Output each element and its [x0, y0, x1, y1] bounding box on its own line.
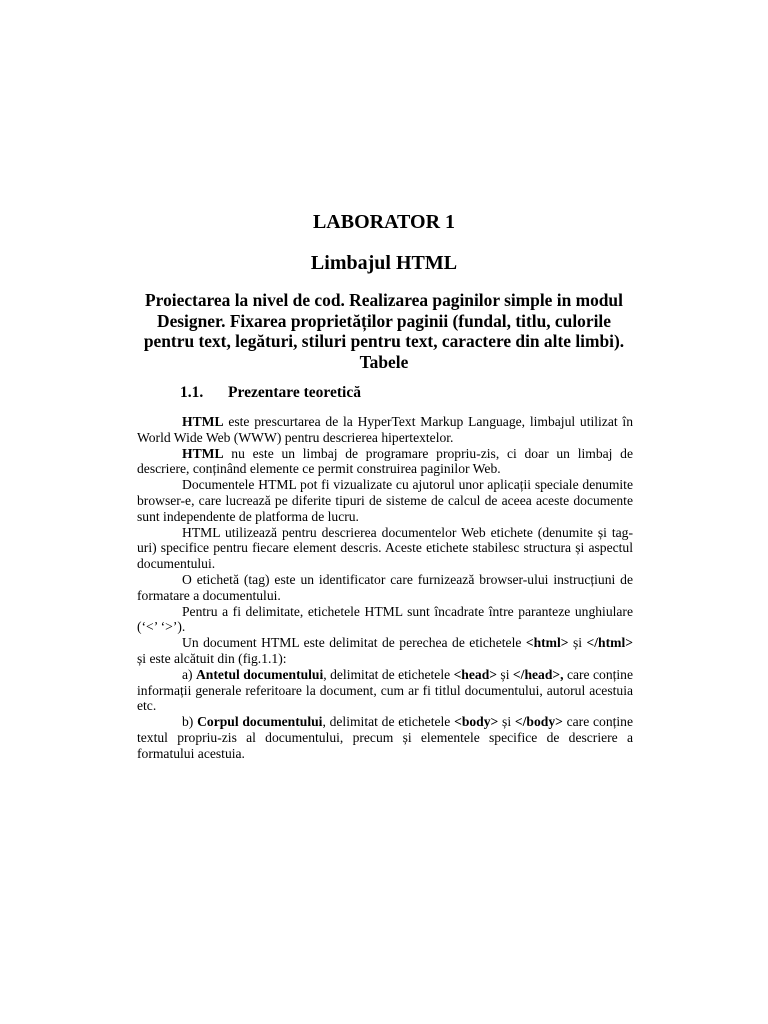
bold-term: Corpul documentului: [197, 714, 323, 730]
html-tag: <html>: [525, 635, 569, 651]
paragraph: Pentru a fi delimitate, etichetele HTML sunt încadrate între paranteze unghiulare (‘<’ ‘>’).: [137, 603, 633, 635]
html-tag: </body>: [514, 714, 563, 730]
paragraph: Documentele HTML pot fi vizualizate cu ajutorul unor aplicații speciale denumite browser-e, care lucrează pe diferite tipuri de sisteme de calcul de aceea aceste documente sunt independente de platforma de lucru.: [137, 477, 633, 524]
html-tag: <head>: [453, 666, 498, 682]
objectives-part1: Proiectarea la nivel de cod. Realizarea paginilor simple in modul Designer.: [145, 290, 623, 331]
lab-title: LABORATOR 1: [312, 211, 456, 233]
html-tag: </head>,: [512, 666, 564, 682]
lab-objectives: [140, 290, 628, 372]
paragraph: HTML nu este un limbaj de programare propriu-zis, ci doar un limbaj de descriere, conținând elemente ce permit construirea paginilor Web.: [137, 445, 633, 477]
bold-term: Antetul documentului: [195, 666, 324, 682]
paragraph: O etichetă (tag) este un identificator care furnizează browser-ului instrucțiuni de formatare a documentului.: [137, 571, 633, 603]
paragraph: HTML este prescurtarea de la HyperText Markup Language, limbajul utilizat în World Wide Web (WWW) pentru descrierea hipertextelor.: [137, 414, 633, 445]
bold-term: HTML: [182, 445, 224, 461]
section-heading: [180, 383, 361, 403]
section-number: 1.1.: [180, 384, 204, 401]
paragraph: b) Corpul documentului, delimitat de etichetele <body> și </body> care conține textul propriu-zis al documentului, precum și elementele specifice de descriere a formatului acestuia.: [137, 714, 633, 761]
bold-term: HTML: [182, 414, 224, 429]
section-title: Prezentare teoretică: [228, 384, 361, 401]
html-tag: </html>: [586, 635, 633, 651]
html-tag: <body>: [454, 714, 499, 730]
objectives-part2: Fixarea proprietăților paginii (fundal, titlu, culorile pentru text, legături, stiluri pentru text, caractere din alte limbi). Tabele: [143, 310, 625, 372]
paragraph: a) Antetul documentului, delimitat de etichetele <head> și </head>, care conține informații generale referitoare la document, cum ar fi titlul documentului, autorul acestuia etc.: [137, 666, 634, 714]
paragraph: HTML utilizează pentru descrierea documentelor Web etichete (denumite și tag-uri) specifice pentru fiecare element descris. Aceste etichete stabilesc structura și aspectul documentului.: [137, 524, 633, 572]
subject-title: Limbajul HTML: [310, 252, 458, 274]
paragraph: Un document HTML este delimitat de perechea de etichetele <html> și </html> și este alcătuit din (fig.1.1):: [137, 635, 633, 666]
body-text: [137, 414, 633, 762]
